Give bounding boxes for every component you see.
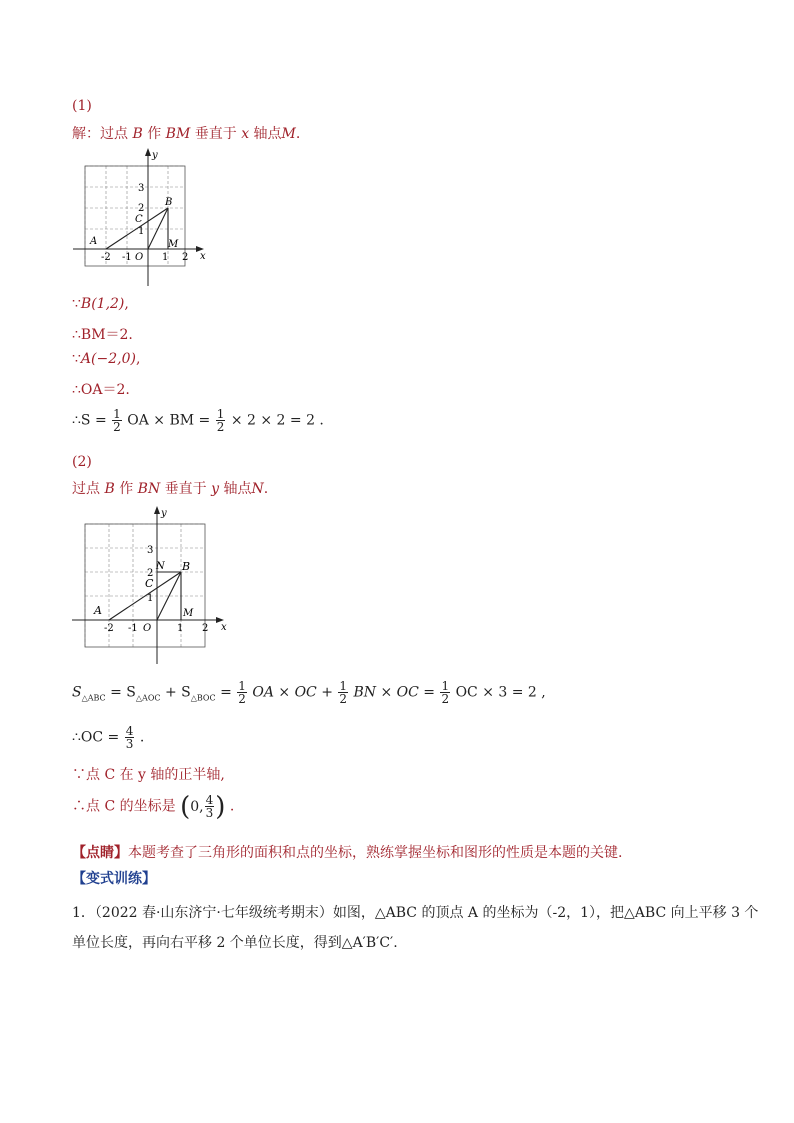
problem1-line2: 单位长度，再向右平移 2 个单位长度，得到△A′B′C′. (72, 935, 398, 951)
origin-label: O (135, 252, 144, 263)
point-n-label: N (156, 561, 165, 572)
point-b-label: B (165, 197, 173, 208)
x-tick-neg2: -2 (104, 623, 114, 634)
x-tick-neg2: -2 (101, 252, 111, 263)
y-tick-3: 3 (138, 183, 145, 194)
step-area-formula: ∴S = $\frac{1}{2}$ OA × BM = $\frac{1}{2}$ × 2 × 2 = 2 . (72, 407, 324, 434)
point-m-label: M (183, 608, 194, 619)
x-tick-neg1: -1 (128, 623, 138, 634)
oc-result: ∴OC = $\frac{4}{3}$ . (72, 724, 145, 751)
coordinate-graph-2 (68, 504, 234, 669)
origin-label: O (143, 623, 152, 634)
step-b-coordinate: ∵B(1,2), (72, 296, 129, 312)
y-axis-label: y (152, 150, 158, 161)
problem1-line1: 1．（2022 春·山东济宁·七年级统考期末）如图，△ABC 的顶点 A 的坐标为（-2，1），把△ABC 向上平移 3 个 (72, 905, 759, 921)
x-axis-label: x (200, 251, 206, 262)
x-tick-2: 2 (202, 623, 209, 634)
point-m-label: M (168, 239, 179, 250)
step-oa-length: ∴OA＝2. (72, 382, 130, 398)
y-tick-2: 2 (147, 568, 154, 579)
c-on-y-axis: ∵点 C 在 y 轴的正半轴, (72, 767, 225, 783)
x-tick-1: 1 (177, 623, 184, 634)
point-a-label: A (90, 236, 98, 247)
x-tick-1: 1 (162, 252, 169, 263)
y-tick-3: 3 (147, 545, 154, 556)
y-axis-label: y (161, 508, 167, 519)
y-tick-1: 1 (138, 226, 145, 237)
comment-note: 【点睛】本题考查了三角形的面积和点的坐标，熟练掌握坐标和图形的性质是本题的关键. (72, 845, 623, 861)
variant-heading: 【变式训练】 (72, 871, 156, 887)
part2-intro: 过点 B 作 BN 垂直于 y 轴点N. (72, 481, 269, 497)
x-tick-neg1: -1 (122, 252, 132, 263)
area-equation: $S_{\triangle ABC} = S_{\triangle AOC} + S_{\triangle BOC}$ = $\frac{1}{2}$ OA × OC + $\frac{1}{2}$ BN × OC = $\frac{1}{2}$ OC × 3 = 2 , (72, 679, 546, 706)
x-tick-2: 2 (182, 252, 189, 263)
point-a-label: A (94, 604, 102, 617)
coordinate-graph-1 (68, 146, 213, 288)
point-c-label: C (145, 577, 154, 590)
step-bm-length: ∴BM＝2. (72, 327, 133, 343)
x-axis-label: x (221, 622, 227, 633)
point-c-label: C (135, 214, 143, 225)
y-tick-1: 1 (147, 593, 154, 604)
point-b-label: B (182, 560, 191, 573)
part1-label: (1) (72, 98, 92, 114)
step-a-coordinate: ∵A(−2,0), (72, 351, 141, 367)
part2-label: (2) (72, 454, 92, 470)
c-coordinate: ∴点 C 的坐标是 (0, $\frac{4}{3}$ ) . (72, 791, 235, 822)
y-tick-2: 2 (138, 203, 145, 214)
part1-intro: 解：过点 B 作 BM 垂直于 x 轴点M. (72, 126, 301, 142)
